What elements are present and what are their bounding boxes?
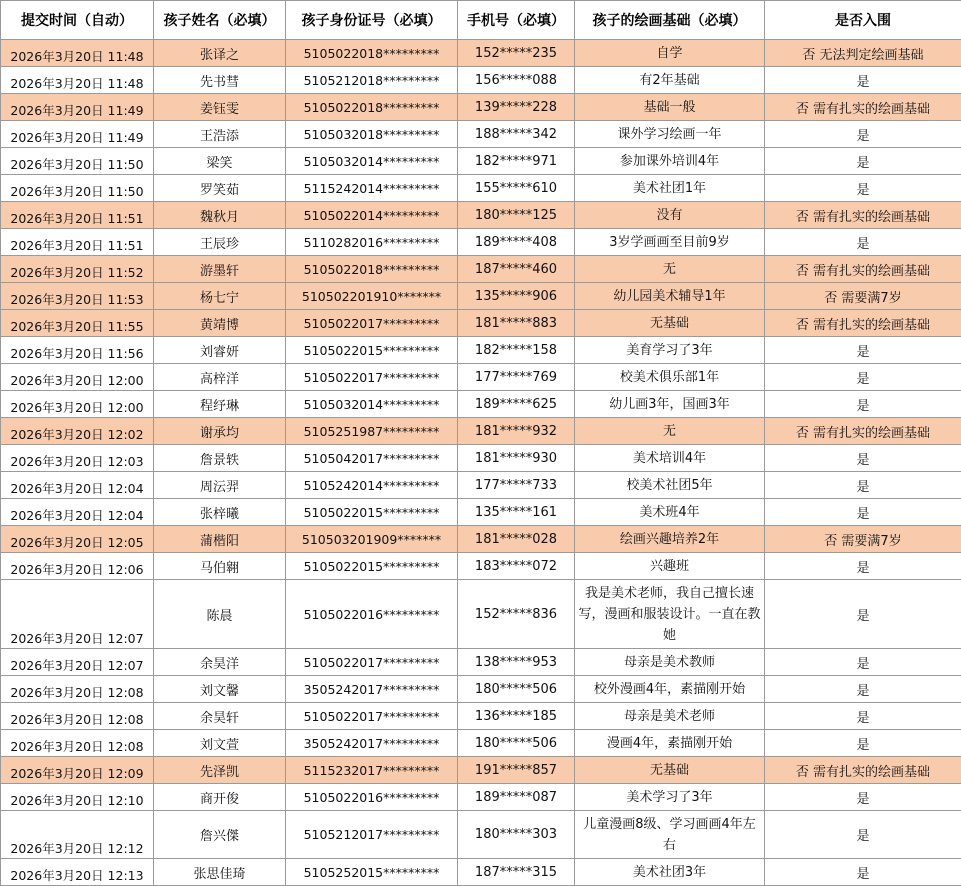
selection-result-cell[interactable]: 是 bbox=[765, 175, 961, 202]
drawing-experience-cell[interactable]: 有2年基础 bbox=[575, 67, 765, 94]
selection-result-cell[interactable]: 是 bbox=[765, 499, 961, 526]
drawing-experience-cell[interactable]: 无基础 bbox=[575, 757, 765, 784]
drawing-experience-cell[interactable]: 校外漫画4年，素描刚开始 bbox=[575, 676, 765, 703]
selection-result-cell[interactable]: 是 bbox=[765, 445, 961, 472]
drawing-experience-cell[interactable]: 无基础 bbox=[575, 310, 765, 337]
child-name-cell[interactable]: 王辰珍 bbox=[154, 229, 286, 256]
table-row bbox=[1, 229, 961, 256]
id-number-cell[interactable]: 3505242017********* bbox=[286, 676, 458, 703]
submit-time-cell[interactable]: 2026年3月20日 12:02 bbox=[1, 418, 154, 445]
drawing-experience-cell[interactable]: 3岁学画画至目前9岁 bbox=[575, 229, 765, 256]
id-number-cell[interactable]: 5105032018********* bbox=[286, 121, 458, 148]
selection-result-cell[interactable]: 否 需有扎实的绘画基础 bbox=[765, 757, 961, 784]
selection-result-cell[interactable]: 否 需有扎实的绘画基础 bbox=[765, 256, 961, 283]
id-number-cell[interactable]: 5105022017********* bbox=[286, 649, 458, 676]
table-row bbox=[1, 148, 961, 175]
selection-result-cell[interactable]: 是 bbox=[765, 553, 961, 580]
child-name-cell[interactable]: 刘文馨 bbox=[154, 676, 286, 703]
submit-time-cell[interactable]: 2026年3月20日 11:51 bbox=[1, 202, 154, 229]
selection-result-cell[interactable]: 是 bbox=[765, 364, 961, 391]
submit-time-cell[interactable]: 2026年3月20日 11:52 bbox=[1, 256, 154, 283]
submit-time-cell[interactable]: 2026年3月20日 12:04 bbox=[1, 499, 154, 526]
id-number-cell[interactable]: 5105022016********* bbox=[286, 580, 458, 649]
id-number-cell[interactable]: 5105022018********* bbox=[286, 40, 458, 67]
submit-time-cell[interactable]: 2026年3月20日 11:50 bbox=[1, 148, 154, 175]
drawing-experience-cell[interactable]: 美术社团3年 bbox=[575, 859, 765, 886]
selection-result-cell[interactable]: 是 bbox=[765, 676, 961, 703]
phone-cell[interactable]: 191*****857 bbox=[458, 757, 575, 784]
drawing-experience-cell[interactable]: 课外学习绘画一年 bbox=[575, 121, 765, 148]
submit-time-cell[interactable]: 2026年3月20日 12:12 bbox=[1, 811, 154, 859]
phone-cell[interactable]: 189*****408 bbox=[458, 229, 575, 256]
child-name-cell[interactable]: 商开俊 bbox=[154, 784, 286, 811]
id-number-cell[interactable]: 5105022017********* bbox=[286, 364, 458, 391]
id-number-cell[interactable]: 5105212017********* bbox=[286, 811, 458, 859]
id-number-cell[interactable]: 5105212018********* bbox=[286, 67, 458, 94]
submit-time-cell[interactable]: 2026年3月20日 12:09 bbox=[1, 757, 154, 784]
drawing-experience-cell[interactable]: 自学 bbox=[575, 40, 765, 67]
phone-cell[interactable]: 181*****932 bbox=[458, 418, 575, 445]
table-row bbox=[1, 67, 961, 94]
drawing-experience-cell[interactable]: 漫画4年，素描刚开始 bbox=[575, 730, 765, 757]
table-row bbox=[1, 391, 961, 418]
table-body bbox=[1, 40, 961, 886]
header-selected[interactable]: 是否入围 bbox=[765, 1, 961, 40]
table-row bbox=[1, 499, 961, 526]
id-number-cell[interactable]: 5105022014********* bbox=[286, 202, 458, 229]
child-name-cell[interactable]: 高梓洋 bbox=[154, 364, 286, 391]
selection-result-cell[interactable]: 否 需有扎实的绘画基础 bbox=[765, 418, 961, 445]
drawing-experience-cell[interactable]: 我是美术老师，我自己擅长速写，漫画和服装设计。一直在教她 bbox=[575, 580, 765, 649]
id-number-cell[interactable]: 5105242014********* bbox=[286, 472, 458, 499]
submit-time-cell[interactable]: 2026年3月20日 12:05 bbox=[1, 526, 154, 553]
header-drawing-experience[interactable]: 孩子的绘画基础（必填） bbox=[575, 1, 765, 40]
selection-result-cell[interactable]: 否 需要满7岁 bbox=[765, 283, 961, 310]
drawing-experience-cell[interactable]: 美术社团1年 bbox=[575, 175, 765, 202]
table-row bbox=[1, 526, 961, 553]
header-child-name[interactable]: 孩子姓名（必填） bbox=[154, 1, 286, 40]
drawing-experience-cell[interactable]: 美育学习了3年 bbox=[575, 337, 765, 364]
submit-time-cell[interactable]: 2026年3月20日 11:49 bbox=[1, 94, 154, 121]
child-name-cell[interactable]: 余昊洋 bbox=[154, 649, 286, 676]
child-name-cell[interactable]: 马伯翱 bbox=[154, 553, 286, 580]
drawing-experience-cell[interactable]: 基础一般 bbox=[575, 94, 765, 121]
phone-cell[interactable]: 135*****161 bbox=[458, 499, 575, 526]
table-row bbox=[1, 859, 961, 886]
table-row bbox=[1, 757, 961, 784]
drawing-experience-cell[interactable]: 幼儿画3年，国画3年 bbox=[575, 391, 765, 418]
child-name-cell[interactable]: 张译之 bbox=[154, 40, 286, 67]
table-row bbox=[1, 283, 961, 310]
phone-cell[interactable]: 177*****769 bbox=[458, 364, 575, 391]
table-row bbox=[1, 784, 961, 811]
child-name-cell[interactable]: 余昊轩 bbox=[154, 703, 286, 730]
phone-cell[interactable]: 180*****303 bbox=[458, 811, 575, 859]
submit-time-cell[interactable]: 2026年3月20日 12:00 bbox=[1, 391, 154, 418]
drawing-experience-cell[interactable]: 兴趣班 bbox=[575, 553, 765, 580]
phone-cell[interactable]: 156*****088 bbox=[458, 67, 575, 94]
submit-time-cell[interactable]: 2026年3月20日 12:07 bbox=[1, 580, 154, 649]
selection-result-cell[interactable]: 是 bbox=[765, 859, 961, 886]
id-number-cell[interactable]: 5105022017********* bbox=[286, 703, 458, 730]
table-row bbox=[1, 40, 961, 67]
submit-time-cell[interactable]: 2026年3月20日 11:56 bbox=[1, 337, 154, 364]
table-row bbox=[1, 472, 961, 499]
child-name-cell[interactable]: 杨七宁 bbox=[154, 283, 286, 310]
selection-result-cell[interactable]: 否 需有扎实的绘画基础 bbox=[765, 202, 961, 229]
id-number-cell[interactable]: 5105032014********* bbox=[286, 391, 458, 418]
phone-cell[interactable]: 177*****733 bbox=[458, 472, 575, 499]
table-row bbox=[1, 121, 961, 148]
id-number-cell[interactable]: 5105252015********* bbox=[286, 859, 458, 886]
submit-time-cell[interactable]: 2026年3月20日 11:48 bbox=[1, 67, 154, 94]
phone-cell[interactable]: 135*****906 bbox=[458, 283, 575, 310]
table-row bbox=[1, 310, 961, 337]
table-row bbox=[1, 676, 961, 703]
table-row bbox=[1, 94, 961, 121]
child-name-cell[interactable]: 程纾琳 bbox=[154, 391, 286, 418]
drawing-experience-cell[interactable]: 校美术社团5年 bbox=[575, 472, 765, 499]
phone-cell[interactable]: 182*****971 bbox=[458, 148, 575, 175]
child-name-cell[interactable]: 张思佳琦 bbox=[154, 859, 286, 886]
selection-result-cell[interactable]: 否 需有扎实的绘画基础 bbox=[765, 310, 961, 337]
child-name-cell[interactable]: 先书彗 bbox=[154, 67, 286, 94]
selection-result-cell[interactable]: 是 bbox=[765, 229, 961, 256]
submit-time-cell[interactable]: 2026年3月20日 11:50 bbox=[1, 175, 154, 202]
id-number-cell[interactable]: 510502201910******* bbox=[286, 283, 458, 310]
drawing-experience-cell[interactable]: 没有 bbox=[575, 202, 765, 229]
selection-result-cell[interactable]: 是 bbox=[765, 811, 961, 859]
selection-result-cell[interactable]: 是 bbox=[765, 472, 961, 499]
phone-cell[interactable]: 136*****185 bbox=[458, 703, 575, 730]
child-name-cell[interactable]: 张梓曦 bbox=[154, 499, 286, 526]
drawing-experience-cell[interactable]: 母亲是美术老师 bbox=[575, 703, 765, 730]
selection-result-cell[interactable]: 是 bbox=[765, 121, 961, 148]
drawing-experience-cell[interactable]: 儿童漫画8级、学习画画4年左右 bbox=[575, 811, 765, 859]
child-name-cell[interactable]: 梁笑 bbox=[154, 148, 286, 175]
drawing-experience-cell[interactable]: 母亲是美术教师 bbox=[575, 649, 765, 676]
child-name-cell[interactable]: 谢承均 bbox=[154, 418, 286, 445]
drawing-experience-cell[interactable]: 无 bbox=[575, 256, 765, 283]
child-name-cell[interactable]: 先泽凯 bbox=[154, 757, 286, 784]
selection-result-cell[interactable]: 是 bbox=[765, 148, 961, 175]
id-number-cell[interactable]: 5105022018********* bbox=[286, 94, 458, 121]
submit-time-cell[interactable]: 2026年3月20日 12:08 bbox=[1, 703, 154, 730]
phone-cell[interactable]: 189*****625 bbox=[458, 391, 575, 418]
phone-cell[interactable]: 189*****087 bbox=[458, 784, 575, 811]
submit-time-cell[interactable]: 2026年3月20日 12:08 bbox=[1, 730, 154, 757]
child-name-cell[interactable]: 詹兴傑 bbox=[154, 811, 286, 859]
phone-cell[interactable]: 139*****228 bbox=[458, 94, 575, 121]
selection-result-cell[interactable]: 否 需有扎实的绘画基础 bbox=[765, 94, 961, 121]
submit-time-cell[interactable]: 2026年3月20日 11:51 bbox=[1, 229, 154, 256]
id-number-cell[interactable]: 5105032014********* bbox=[286, 148, 458, 175]
id-number-cell[interactable]: 5105022015********* bbox=[286, 553, 458, 580]
child-name-cell[interactable]: 刘文萱 bbox=[154, 730, 286, 757]
child-name-cell[interactable]: 周沄羿 bbox=[154, 472, 286, 499]
id-number-cell[interactable]: 5105022018********* bbox=[286, 256, 458, 283]
header-phone[interactable]: 手机号（必填） bbox=[458, 1, 575, 40]
id-number-cell[interactable]: 3505242017********* bbox=[286, 730, 458, 757]
header-submit-time[interactable]: 提交时间（自动） bbox=[1, 1, 154, 40]
selection-result-cell[interactable]: 否 无法判定绘画基础 bbox=[765, 40, 961, 67]
phone-cell[interactable]: 180*****506 bbox=[458, 676, 575, 703]
submit-time-cell[interactable]: 2026年3月20日 12:04 bbox=[1, 472, 154, 499]
child-name-cell[interactable]: 罗笑茹 bbox=[154, 175, 286, 202]
child-name-cell[interactable]: 蒲楷阳 bbox=[154, 526, 286, 553]
submit-time-cell[interactable]: 2026年3月20日 11:55 bbox=[1, 310, 154, 337]
submit-time-cell[interactable]: 2026年3月20日 11:49 bbox=[1, 121, 154, 148]
phone-cell[interactable]: 152*****836 bbox=[458, 580, 575, 649]
submit-time-cell[interactable]: 2026年3月20日 11:48 bbox=[1, 40, 154, 67]
header-child-id[interactable]: 孩子身份证号（必填） bbox=[286, 1, 458, 40]
id-number-cell[interactable]: 5105022015********* bbox=[286, 337, 458, 364]
phone-cell[interactable]: 152*****235 bbox=[458, 40, 575, 67]
table-row bbox=[1, 418, 961, 445]
selection-result-cell[interactable]: 是 bbox=[765, 784, 961, 811]
id-number-cell[interactable]: 5105251987********* bbox=[286, 418, 458, 445]
drawing-experience-cell[interactable]: 参加课外培训4年 bbox=[575, 148, 765, 175]
selection-result-cell[interactable]: 是 bbox=[765, 730, 961, 757]
phone-cell[interactable]: 188*****342 bbox=[458, 121, 575, 148]
table-row bbox=[1, 553, 961, 580]
submit-time-cell[interactable]: 2026年3月20日 12:10 bbox=[1, 784, 154, 811]
submit-time-cell[interactable]: 2026年3月20日 12:03 bbox=[1, 445, 154, 472]
phone-cell[interactable]: 181*****930 bbox=[458, 445, 575, 472]
submit-time-cell[interactable]: 2026年3月20日 11:53 bbox=[1, 283, 154, 310]
table-row bbox=[1, 175, 961, 202]
table-row bbox=[1, 202, 961, 229]
selection-result-cell[interactable]: 是 bbox=[765, 703, 961, 730]
phone-cell[interactable]: 181*****883 bbox=[458, 310, 575, 337]
phone-cell[interactable]: 183*****072 bbox=[458, 553, 575, 580]
table-row bbox=[1, 730, 961, 757]
submit-time-cell[interactable]: 2026年3月20日 12:13 bbox=[1, 859, 154, 886]
drawing-experience-cell[interactable]: 校美术俱乐部1年 bbox=[575, 364, 765, 391]
table-row bbox=[1, 445, 961, 472]
drawing-experience-cell[interactable]: 幼儿园美术辅导1年 bbox=[575, 283, 765, 310]
drawing-experience-cell[interactable]: 绘画兴趣培养2年 bbox=[575, 526, 765, 553]
phone-cell[interactable]: 180*****125 bbox=[458, 202, 575, 229]
child-name-cell[interactable]: 王浩添 bbox=[154, 121, 286, 148]
table-row bbox=[1, 364, 961, 391]
id-number-cell[interactable]: 510503201909******* bbox=[286, 526, 458, 553]
selection-result-cell[interactable]: 否 需要满7岁 bbox=[765, 526, 961, 553]
child-name-cell[interactable]: 陈晨 bbox=[154, 580, 286, 649]
drawing-experience-cell[interactable]: 无 bbox=[575, 418, 765, 445]
id-number-cell[interactable]: 5115232017********* bbox=[286, 757, 458, 784]
child-name-cell[interactable]: 游墨轩 bbox=[154, 256, 286, 283]
drawing-experience-cell[interactable]: 美术学习了3年 bbox=[575, 784, 765, 811]
id-number-cell[interactable]: 5105022017********* bbox=[286, 310, 458, 337]
table-row bbox=[1, 580, 961, 649]
id-number-cell[interactable]: 5115242014********* bbox=[286, 175, 458, 202]
phone-cell[interactable]: 138*****953 bbox=[458, 649, 575, 676]
submit-time-cell[interactable]: 2026年3月20日 12:06 bbox=[1, 553, 154, 580]
table-row bbox=[1, 337, 961, 364]
submit-time-cell[interactable]: 2026年3月20日 12:00 bbox=[1, 364, 154, 391]
selection-result-cell[interactable]: 是 bbox=[765, 67, 961, 94]
table-row bbox=[1, 256, 961, 283]
child-name-cell[interactable]: 刘睿妍 bbox=[154, 337, 286, 364]
phone-cell[interactable]: 182*****158 bbox=[458, 337, 575, 364]
selection-result-cell[interactable]: 是 bbox=[765, 337, 961, 364]
id-number-cell[interactable]: 5110282016********* bbox=[286, 229, 458, 256]
table-row bbox=[1, 811, 961, 859]
child-name-cell[interactable]: 黄靖博 bbox=[154, 310, 286, 337]
phone-cell[interactable]: 187*****460 bbox=[458, 256, 575, 283]
phone-cell[interactable]: 180*****506 bbox=[458, 730, 575, 757]
phone-cell[interactable]: 181*****028 bbox=[458, 526, 575, 553]
child-name-cell[interactable]: 詹景轶 bbox=[154, 445, 286, 472]
child-name-cell[interactable]: 魏秋月 bbox=[154, 202, 286, 229]
id-number-cell[interactable]: 5105022016********* bbox=[286, 784, 458, 811]
submit-time-cell[interactable]: 2026年3月20日 12:08 bbox=[1, 676, 154, 703]
selection-result-cell[interactable]: 是 bbox=[765, 580, 961, 649]
id-number-cell[interactable]: 5105022015********* bbox=[286, 499, 458, 526]
id-number-cell[interactable]: 5105042017********* bbox=[286, 445, 458, 472]
drawing-experience-cell[interactable]: 美术培训4年 bbox=[575, 445, 765, 472]
selection-result-cell[interactable]: 是 bbox=[765, 391, 961, 418]
header-row bbox=[1, 1, 961, 40]
phone-cell[interactable]: 155*****610 bbox=[458, 175, 575, 202]
table-row bbox=[1, 703, 961, 730]
selection-result-cell[interactable]: 是 bbox=[765, 649, 961, 676]
phone-cell[interactable]: 187*****315 bbox=[458, 859, 575, 886]
submit-time-cell[interactable]: 2026年3月20日 12:07 bbox=[1, 649, 154, 676]
table-row bbox=[1, 649, 961, 676]
child-name-cell[interactable]: 姜钰雯 bbox=[154, 94, 286, 121]
drawing-experience-cell[interactable]: 美术班4年 bbox=[575, 499, 765, 526]
